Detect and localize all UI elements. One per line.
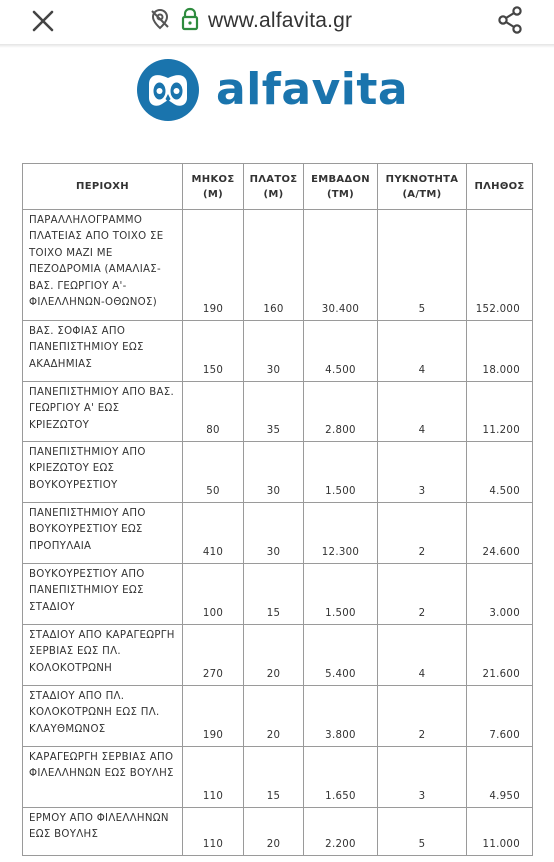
cell-density: 5 — [378, 808, 467, 856]
cell-width: 35 — [244, 382, 304, 442]
cell-surface: 12.300 — [304, 503, 378, 564]
header-density: ΠΥΚΝΟΤΗΤΑ (Α/ΤΜ) — [378, 164, 467, 210]
table-row — [23, 442, 533, 503]
share-icon[interactable] — [494, 4, 526, 36]
cell-length: 270 — [183, 625, 244, 686]
lock-icon[interactable] — [180, 7, 200, 36]
cell-area: ΒΑΣ. ΣΟΦΙΑΣ ΑΠΟ ΠΑΝΕΠΙΣΤΗΜΙΟΥ ΕΩΣ ΑΚΑΔΗΜΙΑΣ — [23, 321, 183, 382]
cell-density: 4 — [378, 382, 467, 442]
cell-area: ΕΡΜΟΥ ΑΠΟ ΦΙΛΕΛΛΗΝΩΝ ΕΩΣ ΒΟΥΛΗΣ — [23, 808, 183, 856]
cell-area: ΠΑΝΕΠΙΣΤΗΜΙΟΥ ΑΠΟ ΒΟΥΚΟΥΡΕΣΤΙΟΥ ΕΩΣ ΠΡΟΠΥΛΑΙΑ — [23, 503, 183, 564]
browser-top-bar — [0, 0, 554, 44]
cell-density: 3 — [378, 442, 467, 503]
cell-surface: 2.200 — [304, 808, 378, 856]
cell-count: 4.500 — [467, 442, 533, 503]
cell-length: 150 — [183, 321, 244, 382]
cell-count: 18.000 — [467, 321, 533, 382]
cell-width: 20 — [244, 686, 304, 747]
cell-length: 410 — [183, 503, 244, 564]
table-header-row — [23, 164, 533, 210]
site-logo[interactable] — [136, 58, 408, 122]
cell-width: 30 — [244, 442, 304, 503]
cell-width: 160 — [244, 210, 304, 321]
cell-area: ΠΑΝΕΠΙΣΤΗΜΙΟΥ ΑΠΟ ΒΑΣ. ΓΕΩΡΓΙΟΥ Α' ΕΩΣ ΚΡΙΕΖΩΤΟΥ — [23, 382, 183, 442]
table-row — [23, 321, 533, 382]
cell-surface: 1.500 — [304, 564, 378, 625]
cell-surface: 1.650 — [304, 747, 378, 808]
cell-count: 3.000 — [467, 564, 533, 625]
cell-surface: 1.500 — [304, 442, 378, 503]
url-bar[interactable] — [148, 6, 352, 36]
table-row — [23, 503, 533, 564]
cell-area: ΣΤΑΔΙΟΥ ΑΠΟ ΚΑΡΑΓΕΩΡΓΗ ΣΕΡΒΙΑΣ ΕΩΣ ΠΛ. ΚΟΛΟΚΟΤΡΩΝΗ — [23, 625, 183, 686]
crowd-estimate-table — [22, 163, 532, 856]
cell-width: 30 — [244, 503, 304, 564]
cell-count: 24.600 — [467, 503, 533, 564]
cell-density: 4 — [378, 625, 467, 686]
cell-count: 11.200 — [467, 382, 533, 442]
cell-surface: 3.800 — [304, 686, 378, 747]
cell-width: 20 — [244, 808, 304, 856]
header-surface: ΕΜΒΑΔΟΝ (ΤΜ) — [304, 164, 378, 210]
cell-width: 15 — [244, 747, 304, 808]
table-row — [23, 808, 533, 856]
cell-density: 2 — [378, 686, 467, 747]
cell-density: 4 — [378, 321, 467, 382]
cell-density: 5 — [378, 210, 467, 321]
cell-length: 100 — [183, 564, 244, 625]
cell-length: 190 — [183, 686, 244, 747]
cell-length: 190 — [183, 210, 244, 321]
logo-text: alfavita — [216, 64, 409, 115]
cell-width: 30 — [244, 321, 304, 382]
data-table — [22, 163, 533, 856]
table-row — [23, 686, 533, 747]
cell-length: 50 — [183, 442, 244, 503]
cell-count: 11.000 — [467, 808, 533, 856]
cell-density: 3 — [378, 747, 467, 808]
header-area: ΠΕΡΙΟΧΗ — [23, 164, 183, 210]
cell-area: ΣΤΑΔΙΟΥ ΑΠΟ ΠΛ. ΚΟΛΟΚΟΤΡΩΝΗ ΕΩΣ ΠΛ. ΚΛΑΥΘΜΩΝΟΣ — [23, 686, 183, 747]
cell-width: 15 — [244, 564, 304, 625]
table-row — [23, 747, 533, 808]
header-length: ΜΗΚΟΣ (Μ) — [183, 164, 244, 210]
header-count: ΠΛΗΘΟΣ — [467, 164, 533, 210]
cell-length: 80 — [183, 382, 244, 442]
owl-logo-icon — [136, 58, 200, 122]
cell-area: ΠΑΡΑΛΛΗΛΟΓΡΑΜΜΟ ΠΛΑΤΕΙΑΣ ΑΠΟ ΤΟΙΧΟ ΣΕ ΤΟΙΧΟ ΜΑΖΙ ΜΕ ΠΕΖΟΔΡΟΜΙΑ (ΑΜΑΛΙΑΣ-ΒΑΣ. ΓΕΩΡΓΙΟΥ Α'-ΦΙΛΕΛΛΗΝΩΝ-ΟΘΩΝΟΣ) — [23, 210, 183, 321]
cell-count: 152.000 — [467, 210, 533, 321]
tracking-protection-icon[interactable] — [148, 7, 172, 36]
cell-length: 110 — [183, 747, 244, 808]
cell-width: 20 — [244, 625, 304, 686]
cell-surface: 5.400 — [304, 625, 378, 686]
table-row — [23, 564, 533, 625]
cell-density: 2 — [378, 564, 467, 625]
cell-length: 110 — [183, 808, 244, 856]
topbar-divider — [0, 44, 554, 48]
cell-surface: 30.400 — [304, 210, 378, 321]
cell-area: ΒΟΥΚΟΥΡΕΣΤΙΟΥ ΑΠΟ ΠΑΝΕΠΙΣΤΗΜΙΟΥ ΕΩΣ ΣΤΑΔΙΟΥ — [23, 564, 183, 625]
table-row — [23, 210, 533, 321]
cell-area: ΠΑΝΕΠΙΣΤΗΜΙΟΥ ΑΠΟ ΚΡΙΕΖΩΤΟΥ ΕΩΣ ΒΟΥΚΟΥΡΕΣΤΙΟΥ — [23, 442, 183, 503]
close-icon[interactable] — [28, 6, 58, 36]
cell-count: 4.950 — [467, 747, 533, 808]
cell-count: 7.600 — [467, 686, 533, 747]
table-row — [23, 625, 533, 686]
cell-surface: 2.800 — [304, 382, 378, 442]
cell-density: 2 — [378, 503, 467, 564]
header-width: ΠΛΑΤΟΣ (Μ) — [244, 164, 304, 210]
url-text[interactable]: www.alfavita.gr — [208, 9, 353, 32]
cell-area: ΚΑΡΑΓΕΩΡΓΗ ΣΕΡΒΙΑΣ ΑΠΟ ΦΙΛΕΛΛΗΝΩΝ ΕΩΣ ΒΟΥΛΗΣ — [23, 747, 183, 808]
cell-count: 21.600 — [467, 625, 533, 686]
table-row — [23, 382, 533, 442]
cell-surface: 4.500 — [304, 321, 378, 382]
